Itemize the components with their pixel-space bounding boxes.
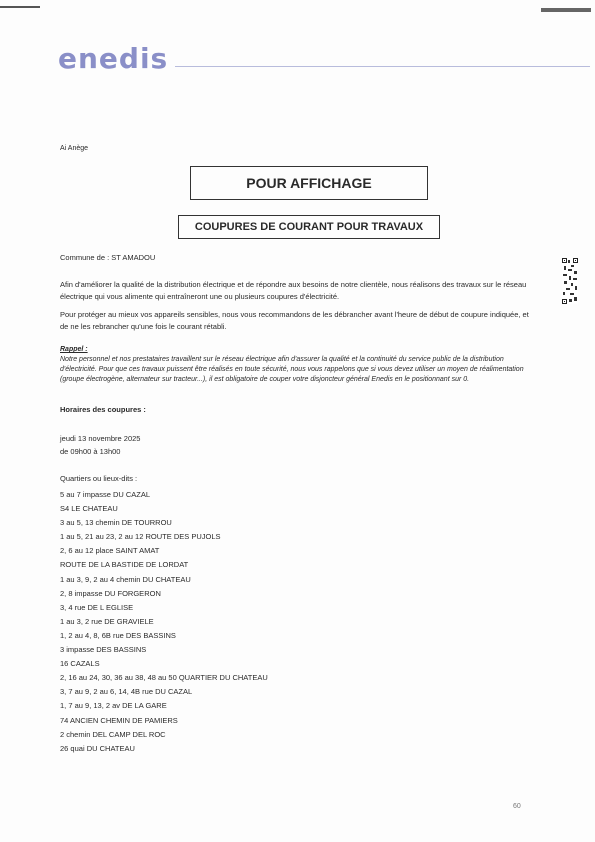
list-item: 3 impasse DES BASSINS — [60, 645, 147, 655]
qr-code — [562, 258, 578, 304]
page-subtitle: COUPURES DE COURANT POUR TRAVAUX — [194, 221, 424, 233]
list-item: 26 quai DU CHATEAU — [60, 743, 135, 753]
rappel-block — [60, 345, 538, 385]
protection-paragraph: Pour protéger au mieux vos appareils sensibles, nous vous recommandons de les débrancher avant l'heure de début de coupure indiquée, et de ne les rebrancher qu'une fois le courant rétabli. — [60, 310, 529, 331]
recipient: Ai Anège — [60, 145, 89, 152]
list-item: 2 chemin DEL CAMP DEL ROC — [60, 729, 166, 739]
list-item: 2, 6 au 12 place SAINT AMAT — [60, 546, 160, 556]
list-item: 74 ANCIEN CHEMIN DE PAMIERS — [60, 715, 178, 725]
list-item: 1 au 3, 9, 2 au 4 chemin DU CHATEAU — [60, 574, 191, 584]
list-item: ROUTE DE LA BASTIDE DE LORDAT — [60, 560, 189, 570]
outage-date: jeudi 13 novembre 2025 — [60, 434, 141, 443]
list-item: 1 au 3, 2 rue DE GRAVIELE — [60, 616, 154, 626]
list-item: 3, 7 au 9, 2 au 6, 14, 4B rue DU CAZAL — [60, 687, 193, 697]
list-item: S4 LE CHATEAU — [60, 504, 118, 514]
title-box — [190, 166, 428, 200]
enedis-logo: enedis — [58, 42, 169, 75]
list-item: 3, 4 rue DE L EGLISE — [60, 602, 134, 612]
page-title: POUR AFFICHAGE — [246, 175, 372, 191]
subtitle-box — [178, 215, 440, 239]
scan-mark-top-right — [541, 8, 591, 12]
outage-time: de 09h00 à 13h00 — [60, 447, 121, 456]
list-item: 2, 16 au 24, 30, 36 au 38, 48 au 50 QUARTIER DU CHATEAU — [60, 673, 268, 683]
rappel-text: Notre personnel et nos prestataires travaillent sur le réseau électrique afin d'assurer la qualité et la continuité du service public de la distribution d'électricité. Pour que ces travaux puissent être réalisés en toute sécurité, nous vous rappelons que si vous devez utiliser un moyen de réalimentation (groupe électrogène, alternateur sur tracteur...), il est obligatoire de couper votre disjoncteur général Enedis en le positionnant sur 0. — [60, 356, 524, 383]
list-item: 2, 8 impasse DU FORGERON — [60, 588, 161, 598]
logo-rule — [175, 66, 590, 67]
horaires-title: Horaires des coupures : — [60, 405, 146, 414]
list-item: 1, 2 au 4, 8, 6B rue DES BASSINS — [60, 630, 176, 640]
intro-paragraph: Afin d'améliorer la qualité de la distribution électrique et de répondre aux besoins de notre clientèle, nous réalisons des travaux sur le réseau électrique qui vous alimente qui entraîneront une ou plusieurs coupures d'électricité. — [60, 280, 527, 301]
list-item: 16 CAZALS — [60, 659, 100, 669]
page-number: 60 — [513, 803, 521, 810]
address-list — [60, 488, 268, 756]
scan-mark-top-left — [0, 6, 40, 8]
list-item: 5 au 7 impasse DU CAZAL — [60, 490, 151, 499]
commune-line: Commune de : ST AMADOU — [60, 253, 156, 262]
rappel-title: Rappel : — [60, 346, 88, 353]
list-item: 3 au 5, 13 chemin DE TOURROU — [60, 518, 172, 528]
list-item: 1 au 5, 21 au 23, 2 au 12 ROUTE DES PUJOLS — [60, 532, 221, 542]
list-item: 1, 7 au 9, 13, 2 av DE LA GARE — [60, 701, 167, 711]
quartiers-title: Quartiers ou lieux-dits : — [60, 474, 138, 483]
